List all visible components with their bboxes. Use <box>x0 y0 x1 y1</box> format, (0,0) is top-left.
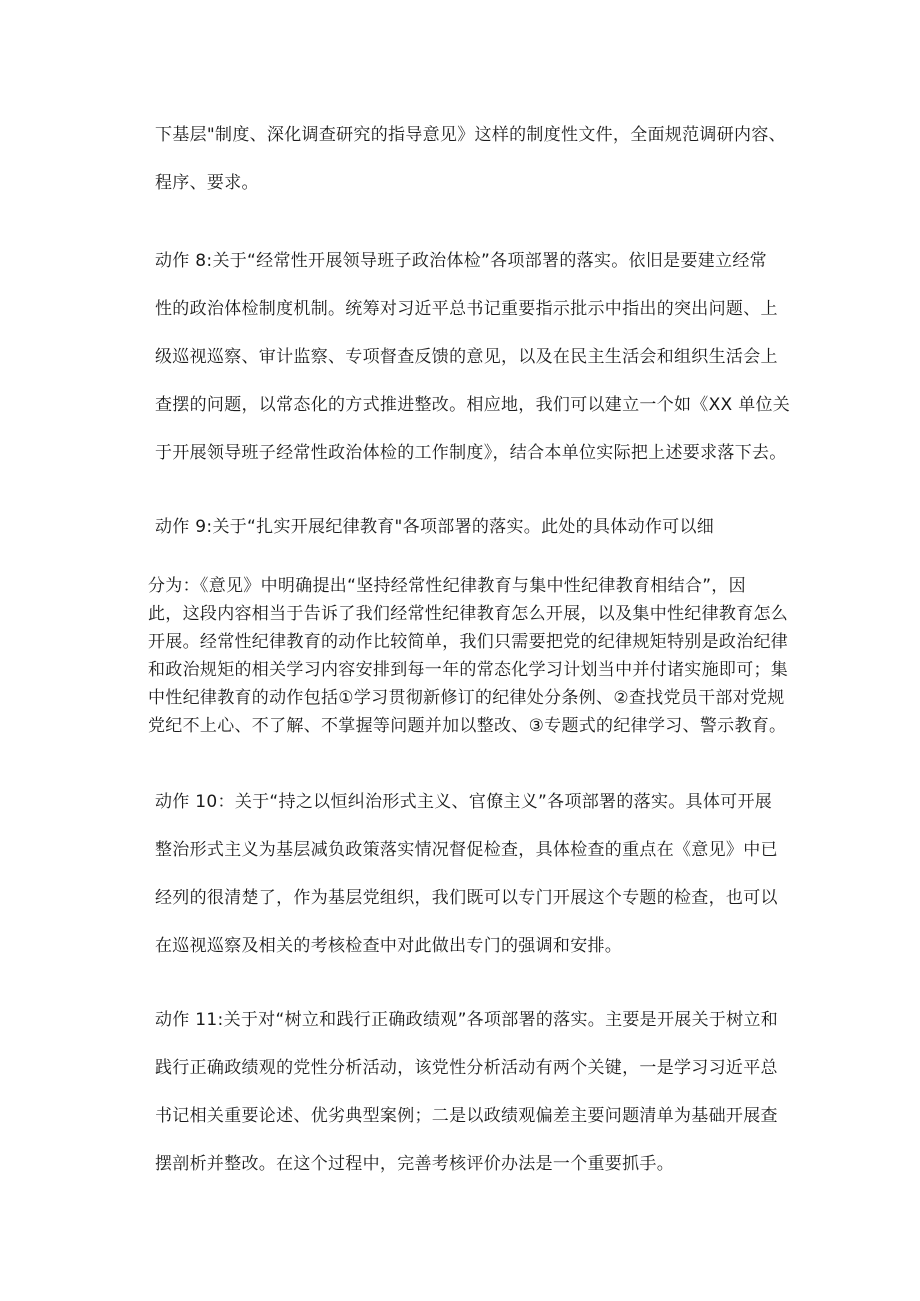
text-line: 开展。经常性纪律教育的动作比较简单，我们只需要把党的纪律规矩特别是政治纪律 <box>148 632 789 652</box>
text-line: 践行正确政绩观的党性分析活动，该党性分析活动有两个关键，一是学习习近平总 <box>155 1058 778 1078</box>
text-line: 中性纪律教育的动作包括①学习贯彻新修订的纪律处分条例、②查找党员干部对党规 <box>148 688 785 708</box>
text-line: 整治形式主义为基层减负政策落实情况督促检查，具体检查的重点在《意见》中已 <box>155 840 778 860</box>
text-line: 程序、要求。 <box>155 173 259 193</box>
text-line: 和政治规矩的相关学习内容安排到每一年的常态化学习计划当中并付诸实施即可；集 <box>148 660 789 680</box>
text-line: 在巡视巡察及相关的考核检查中对此做出专门的强调和安排。 <box>155 936 623 956</box>
text-line: 于开展领导班子经常性政治体检的工作制度》，结合本单位实际把上述要求落下去。 <box>155 443 787 463</box>
text-line: 下基层"制度、深化调查研究的指导意见》这样的制度性文件，全面规范调研内容、 <box>155 125 786 145</box>
text-line: 动作 8:关于“经常性开展领导班子政治体检”各项部署的落实。依旧是要建立经常 <box>155 251 767 271</box>
text-line: 经列的很清楚了，作为基层党组织，我们既可以专门开展这个专题的检查，也可以 <box>155 888 778 908</box>
text-line: 党纪不上心、不了解、不掌握等问题并加以整改、③专题式的纪律学习、警示教育。 <box>148 716 787 736</box>
text-line: 分为：《意见》中明确提出“坚持经常性纪律教育与集中性纪律教育相结合”，因 <box>148 576 746 596</box>
text-line: 动作 11:关于对“树立和践行正确政绩观”各项部署的落实。主要是开展关于树立和 <box>155 1010 779 1030</box>
text-line: 动作 9:关于“扎实开展纪律教育"各项部署的落实。此处的具体动作可以细 <box>155 517 715 537</box>
text-line: 动作 10：关于“持之以恒纠治形式主义、官僚主义”各项部署的落实。具体可开展 <box>155 792 773 812</box>
text-line: 查摆的问题，以常态化的方式推进整改。相应地，我们可以建立一个如《XX 单位关 <box>155 395 791 415</box>
text-line: 此，这段内容相当于告诉了我们经常性纪律教育怎么开展，以及集中性纪律教育怎么 <box>148 604 789 624</box>
text-line: 级巡视巡察、审计监察、专项督查反馈的意见，以及在民主生活会和组织生活会上 <box>155 347 778 367</box>
text-line: 书记相关重要论述、优劣典型案例；二是以政绩观偏差主要问题清单为基础开展查 <box>155 1106 778 1126</box>
text-line: 摆剖析并整改。在这个过程中，完善考核评价办法是一个重要抓手。 <box>155 1154 674 1174</box>
text-line: 性的政治体检制度机制。统筹对习近平总书记重要指示批示中指出的突出问题、上 <box>155 299 778 319</box>
